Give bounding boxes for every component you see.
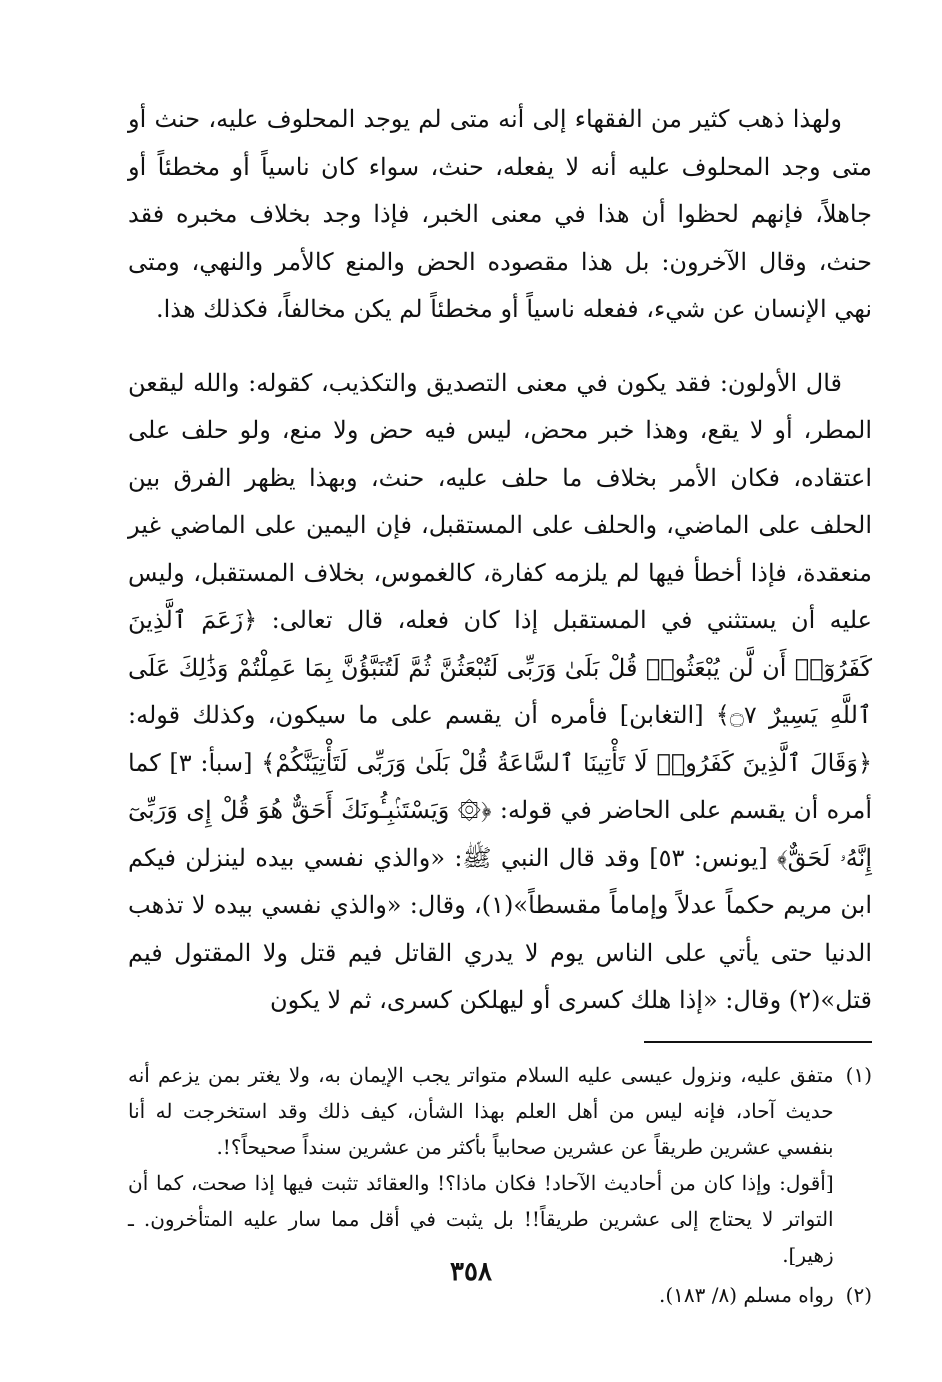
footnote-1 <box>128 1057 872 1273</box>
footnote-text: رواه مسلم (٨/ ١٨٣). <box>659 1282 834 1307</box>
footnote-text: [أقول: وإذا كان من أحاديث الآحاد! فكان ماذا؟! والعقائد تثبت فيها إذا صحت، كما أن التواتر لا يحتاج إلى عشرين طريقاً!! بل يثبت في أقل مما سار عليه المتأخرون. ـ زهير]. <box>128 1170 834 1267</box>
footnote-body <box>128 1057 834 1273</box>
footnote-text: متفق عليه، ونزول عيسى عليه السلام متواتر يجب الإيمان به، ولا يغتر بمن يزعم أنه حديث آحاد، فإنه ليس من أهل العلم بهذا الشأن، كيف ذلك وقد استخرجت له أنا بنفسي عشرين طريقاً عن عشرين صحابياً بأكثر من عشرين سنداً صحيحاً؟!. <box>128 1062 834 1159</box>
page-number: ٣٥٨ <box>450 1257 492 1287</box>
paragraph-2: قال الأولون: فقد يكون في معنى التصديق والتكذيب، كقوله: والله ليقعن المطر، أو لا يقع، وهذا خبر محض، ليس فيه حض ولا منع، ولو حلف على اعتقاده، فكان الأمر بخلاف ما حلف عليه، حنث، وبهذا يظهر الفرق بين الحلف على الماضي، والحلف على المستقبل، فإن اليمين على الماضي غير منعقدة، فإذا أخطأ فيها لم يلزمه كفارة، كالغموس، بخلاف المستقبل، وليس عليه أن يستثني في المستقبل إذا كان فعله، قال تعالى: ﴿زَعَمَ ٱلَّذِينَ كَفَرُوٓا۟ أَن لَّن يُبْعَثُوا۟ قُلْ بَلَىٰ وَرَبِّى لَتُبْعَثُنَّ ثُمَّ لَتُنَبَّؤُنَّ بِمَا عَمِلْتُمْ وَذَٰلِكَ عَلَى ٱللَّهِ يَسِيرٌ ۝٧﴾ [التغابن] فأمره أن يقسم على ما سيكون، وكذلك قوله: ﴿وَقَالَ ٱلَّذِينَ كَفَرُوا۟ لَا تَأْتِينَا ٱلسَّاعَةُ قُلْ بَلَىٰ وَرَبِّى لَتَأْتِيَنَّكُمْ﴾ [سبأ: ٣] كما أمره أن يقسم على الحاضر في قوله: ﴿۞ وَيَسْتَنۢبِـُٔونَكَ أَحَقٌّ هُوَ قُلْ إِى وَرَبِّىٓ إِنَّهُۥ لَحَقٌّ﴾ [يونس: ٥٣] وقد قال النبي ﷺ: «والذي نفسي بيده لينزلن فيكم ابن مريم حكماً عدلاً وإماماً مقسطاً»(١)، وقال: «والذي نفسي بيده لا تذهب الدنيا حتى يأتي على الناس يوم لا يدري القاتل فيم قتل ولا المقتول فيم قتل»(٢) وقال: «إذا هلك كسرى أو ليهلكن كسرى، ثم لا يكون <box>128 368 873 1014</box>
footnote-number: (٢) <box>845 1282 872 1307</box>
footnote-separator <box>644 1041 872 1043</box>
footnote-number: (١) <box>845 1062 872 1087</box>
paragraph-1: ولهذا ذهب كثير من الفقهاء إلى أنه متى لم يوجد المحلوف عليه، حنث أو متى وجد المحلوف عليه أنه لا يفعله، حنث، سواء كان ناسياً أو مخطئاً أو جاهلاً، فإنهم لحظوا أن هذا في معنى الخبر، فإذا وجد بخلاف مخبره فقد حنث، وقال الآخرون: بل هذا مقصوده الحض والمنع كالأمر والنهي، ومتى نهي الإنسان عن شيء، ففعله ناسياً أو مخطئاً لم يكن مخالفاً، فكذلك هذا. <box>128 105 872 323</box>
